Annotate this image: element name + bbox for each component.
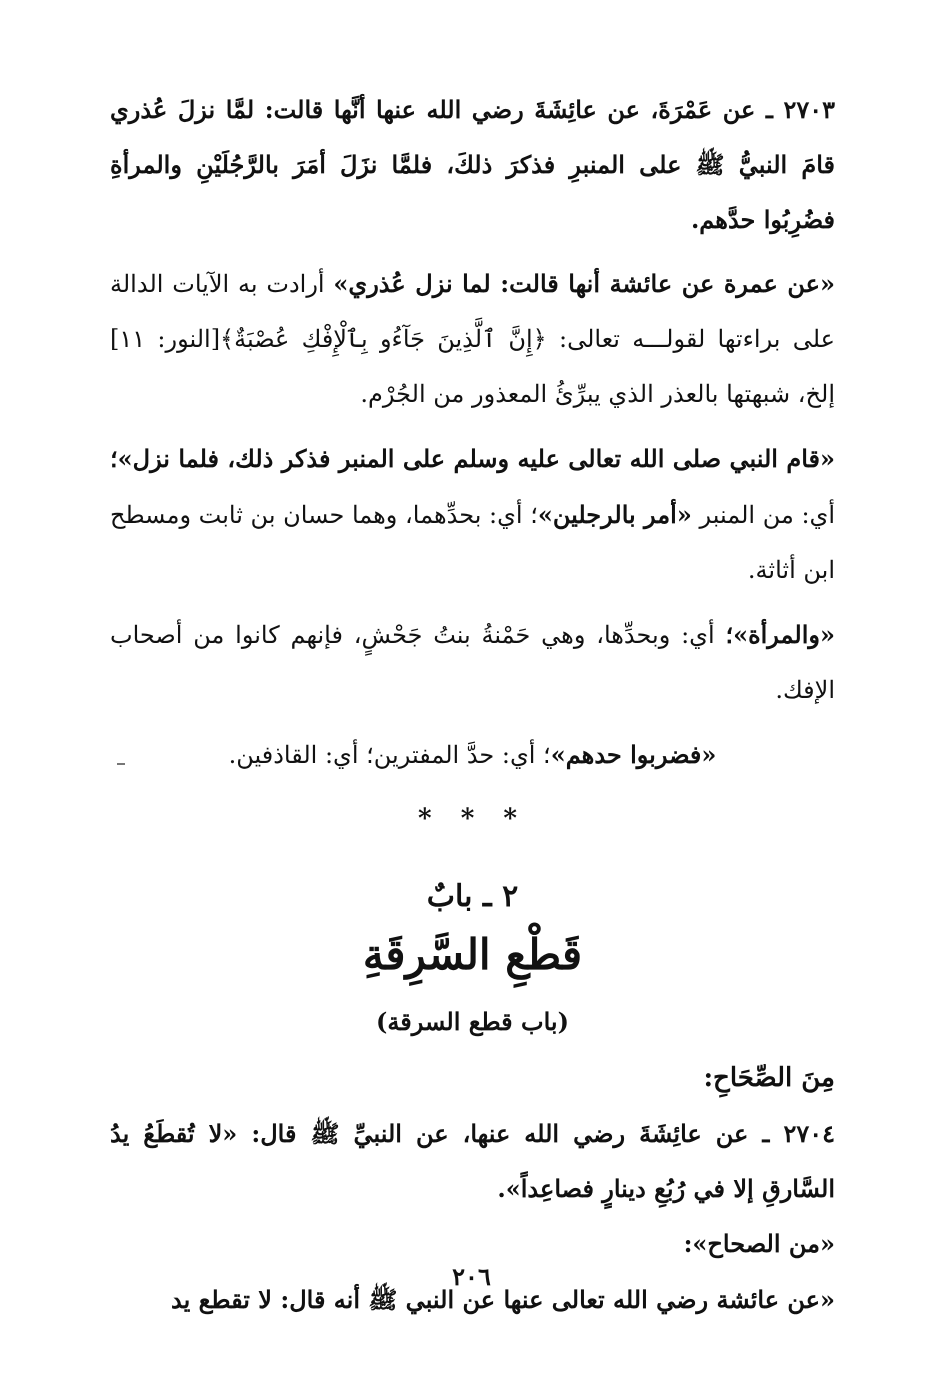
commentary-4-text: ؛ أي: حدَّ المفترين؛ أي: القاذفين. xyxy=(228,741,551,769)
commentary-4 xyxy=(110,727,835,783)
scan-mark xyxy=(117,763,125,765)
commentary-1 xyxy=(110,256,835,422)
commentary-1-text: أرادت به الآيات الدالة على براءتها لقولـــه تعالى: ﴿إِنَّ ٱلَّذِينَ جَآءُو بِٱلْإِفْكِ عُصْبَةٌ﴾[النور: ١١] إلخ، شبهتها بالعذر الذي يبرِّئُ المعذور من الجُرْم. xyxy=(110,270,835,408)
hadith-2703-text: ٢٧٠٣ ـ عن عَمْرَةَ، عن عائِشَةَ رضي الله عنها أنَّها قالت: لمَّا نزلَ عُذري قامَ النبيُّ ﷺ على المنبرِ فذكرَ ذلكَ، فلمَّا نزَلَ أمَرَ بالرَّجُلَيْنِ والمرأةِ فضُرِبُوا حدَّهم. xyxy=(110,95,836,234)
commentary-3-text: أي: وبحدِّها، وهي حَمْنةُ بنتُ جَحْشٍ، فإنهم كانوا من أصحاب الإفك. xyxy=(110,621,835,704)
commentary-2-quote-b: «أمر بالرجلين» xyxy=(537,500,692,529)
commentary-2-text-b: ؛ أي: بحدِّهما، وهما حسان بن ثابت ومسطح ابن أثاثة. xyxy=(110,501,835,584)
chapter-number: ٢ ـ بابٌ xyxy=(426,879,519,914)
page-number: ٢٠٦ xyxy=(452,1262,491,1291)
hadith-2704-text: ٢٧٠٤ ـ عن عائِشَةَ رضي الله عنها، عن النبيِّ ﷺ قال: «لا تُقطَعُ يدُ السَّارقِ إلا في رُبُعِ دينارٍ فصاعِداً». xyxy=(110,1119,835,1203)
chapter-title: قَطْعِ السَّرِقَةِ xyxy=(362,930,583,979)
commentary-6-quote: «عن عائشة رضي الله تعالى عنها عن النبي ﷺ أنه قال: لا تقطع يد xyxy=(171,1285,835,1314)
commentary-2-quote: «قام النبي صلى الله تعالى عليه وسلم على المنبر فذكر ذلك، فلما نزل»؛ xyxy=(110,444,835,473)
page-body xyxy=(110,82,835,1328)
commentary-3-quote: «والمرأة»؛ xyxy=(725,620,835,649)
commentary-2-text-a: أي: من المنبر xyxy=(691,501,835,529)
commentary-5-quote: «من الصحاح»: xyxy=(683,1229,835,1258)
hadith-2704 xyxy=(110,1106,835,1216)
commentary-2 xyxy=(110,431,835,598)
chapter-subtitle: (باب قطع السرقة) xyxy=(376,1007,569,1036)
commentary-3 xyxy=(110,607,835,718)
section-label: مِنَ الصِّحَاحِ: xyxy=(703,1063,835,1093)
commentary-1-quote: «عن عمرة عن عائشة أنها قالت: لما نزل عُذري» xyxy=(333,269,835,298)
commentary-4-quote: «فضربوا حدهم» xyxy=(550,740,717,769)
hadith-2703 xyxy=(110,82,835,247)
section-separator: * * * xyxy=(418,804,527,834)
